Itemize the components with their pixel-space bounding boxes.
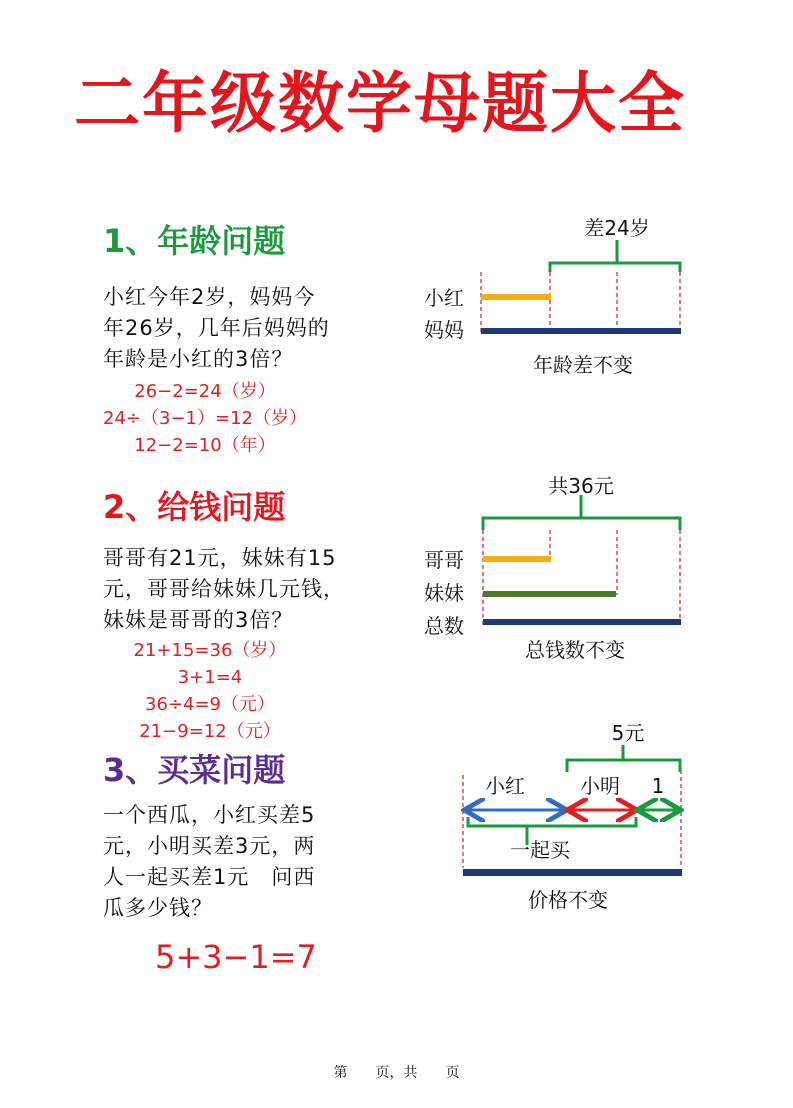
question-line: 小红今年2岁，妈妈今: [103, 285, 316, 309]
shopping-diagram: [463, 721, 682, 912]
age-diagram: [424, 216, 681, 377]
difference-brace: [550, 240, 680, 272]
page-title: 二年级数学母题大全: [74, 65, 686, 142]
question-line: 人一起买差1元 问西: [103, 865, 316, 889]
sister-bar: [483, 591, 616, 597]
segment-label: 小红: [485, 774, 525, 798]
brother-bar: [483, 556, 551, 562]
question-line: 妹妹是哥哥的3倍？: [103, 608, 294, 632]
segment-label: 小明: [580, 774, 620, 798]
brace-label: 5元: [611, 721, 645, 745]
dashed-guides: [481, 272, 680, 335]
dashed-guides: [483, 530, 680, 625]
solution-line: 26−2=24（岁）: [134, 381, 276, 402]
page-footer: 第 页，共 页: [333, 1065, 460, 1081]
solution-line: 21−9=12（元）: [139, 721, 281, 742]
question-line: 元，小明买差3元，两: [103, 834, 316, 858]
segment-label: 1: [651, 774, 665, 798]
diagram-caption: 价格不变: [528, 888, 608, 912]
brace-label: 共36元: [548, 474, 614, 498]
solution-line: 36÷4=9（元）: [145, 694, 275, 715]
solution-line: 3+1=4: [177, 667, 243, 688]
question-line: 年龄是小红的3倍？: [103, 347, 294, 371]
bar-label: 哥哥: [424, 548, 464, 572]
question-line: 哥哥有21元，妹妹有15: [103, 546, 337, 570]
section-1-heading: 1、年龄问题: [103, 222, 286, 260]
bar-label: 妈妈: [424, 318, 464, 342]
total-brace: [483, 495, 680, 530]
price-bar: [463, 869, 682, 876]
section-2-heading: 2、给钱问题: [103, 488, 286, 526]
bar-label: 总数: [424, 614, 464, 638]
mother-bar: [481, 328, 681, 334]
question-line: 年26岁，几年后妈妈的: [103, 316, 330, 340]
question-line: 瓜多少钱？: [103, 896, 213, 920]
money-diagram: [424, 474, 681, 662]
total-bar: [483, 619, 681, 625]
section-3-solution: 5+3−1=7: [155, 938, 317, 976]
section-3-heading: 3、买菜问题: [103, 751, 286, 789]
bar-label: 妹妹: [424, 581, 464, 605]
solution-line: 24÷（3−1）=12（岁）: [103, 408, 307, 429]
diagram-caption: 年龄差不变: [533, 353, 633, 377]
question-line: 一个西瓜，小红买差5: [103, 803, 316, 827]
solution-line: 12−2=10（年）: [134, 435, 276, 456]
solution-line: 21+15=36（岁）: [133, 640, 287, 661]
brace-label: 一起买: [510, 838, 570, 862]
diagram-caption: 总钱数不变: [525, 638, 625, 662]
question-line: 元，哥哥给妹妹几元钱，: [103, 577, 345, 601]
xiaohong-bar: [481, 294, 551, 300]
five-yuan-brace: [567, 745, 680, 772]
brace-label: 差24岁: [584, 216, 650, 240]
bar-label: 小红: [424, 286, 464, 310]
